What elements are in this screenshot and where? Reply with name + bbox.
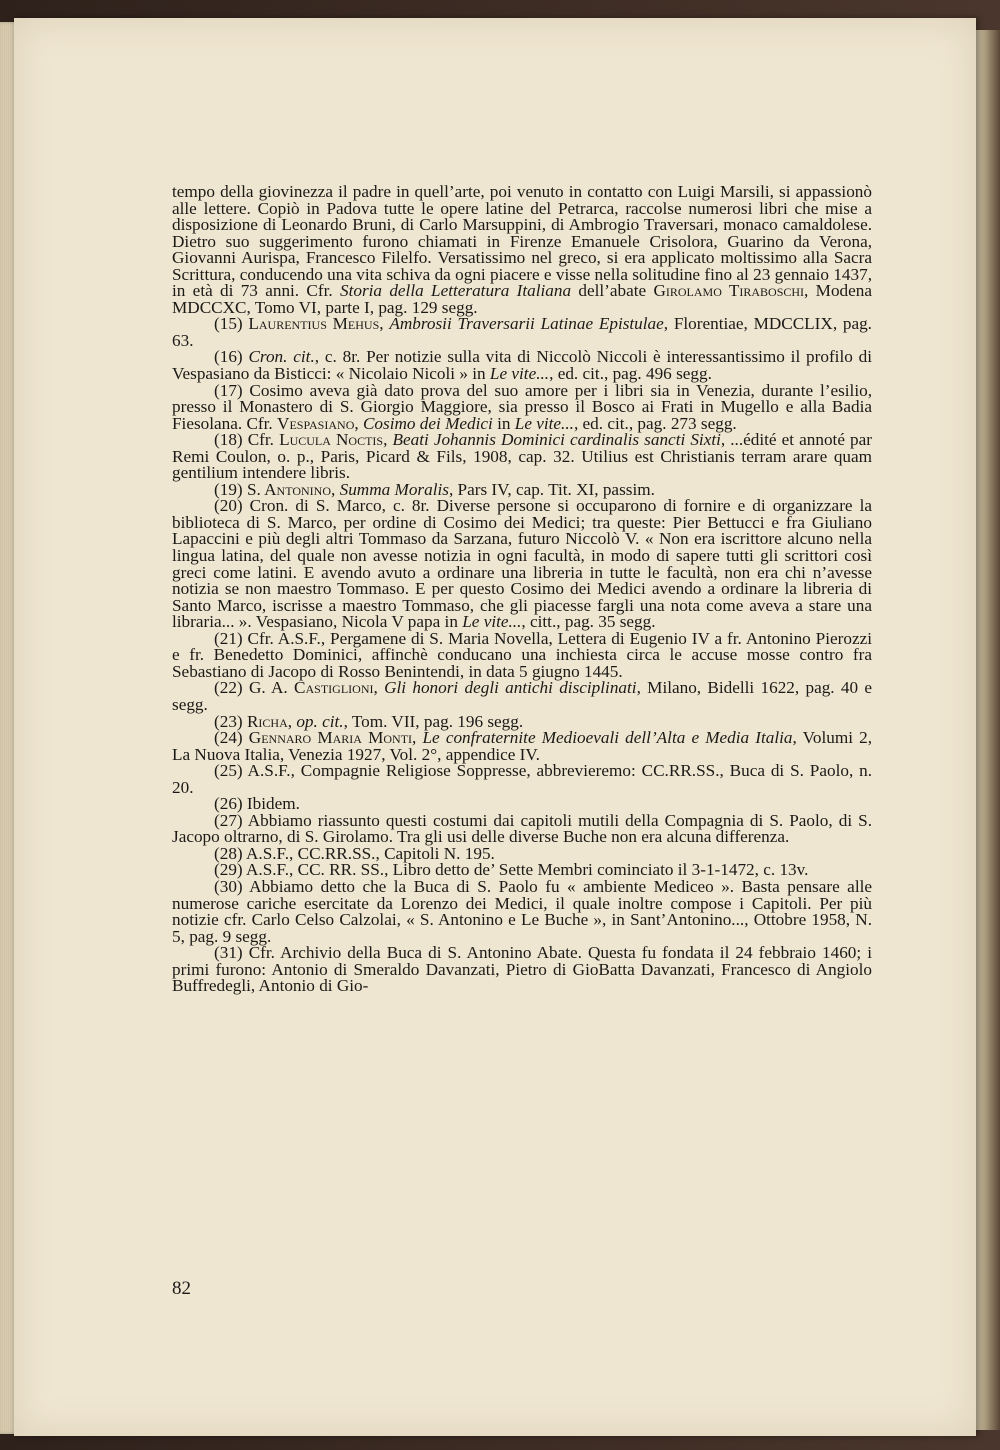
footnote-21: (21) Cfr. A.S.F., Pergamene di S. Maria Novella, Lettera di Eugenio IV a fr. Antonino Pierozzi e fr. Benedetto Dominici, affinchè conducano una inchiesta circa le accuse mosse contro fra Sebastiano di Jacopo di Rosso Benintendi, in data 5 giugno 1445. — [172, 628, 872, 681]
footnote-15: (15) Laurentius Mehus, Ambrosii Traversarii Latinae Epistulae, Florentiae, MDCCLIX, pag. 63. — [172, 314, 872, 350]
footnote-25: (25) A.S.F., Compagnie Religiose Soppresse, abbrevieremo: CC.RR.SS., Buca di S. Paolo, n. 20. — [172, 761, 872, 797]
footnote-16: (16) Cron. cit., c. 8r. Per notizie sulla vita di Niccolò Niccoli è interessantissimo il profilo di Vespasiano da Bisticci: « Nicolaio Nicoli » in Le vite..., ed. cit., pag. 496 segg. — [172, 347, 872, 384]
footnote-31: (31) Cfr. Archivio della Buca di S. Antonino Abate. Questa fu fondata il 24 febbraio 1460; i primi furono: Antonio di Smeraldo Davanzati, Pietro di GioBatta Davanzati, Francesco di Angiolo Buffredegli, Antonio di Gio- — [172, 943, 872, 996]
footnote-28: (28) A.S.F., CC.RR.SS., Capitoli N. 195. — [214, 843, 495, 863]
footnote-27: (27) Abbiamo riassunto questi costumi dai capitoli mutili della Compagnia di S. Paolo, di S. Jacopo oltrarno, di S. Girolamo. Tra gli usi delle diverse Buche non era alcuna differenza. — [172, 810, 872, 847]
page-number: 82 — [172, 1278, 191, 1299]
notes-text — [172, 184, 872, 995]
footnote-29: (29) A.S.F., CC. RR. SS., Libro detto de’ Sette Membri cominciato il 3-1-1472, c. 13v. — [214, 860, 809, 880]
footnote-30: (30) Abbiamo detto che la Buca di S. Paolo fu « ambiente Mediceo ». Basta pensare alle numerose cariche esercitate da Lorenzo dei Medici, il quale inoltre compose i Capitoli. Per più notizie cfr. Carlo Celso Calzolai, « S. Antonino e Le Buche », in Sant’Antonino..., Ottobre 1958, N. 5, pag. 9 segg. — [172, 876, 872, 946]
footnote-24: (24) Gennaro Maria Monti, Le confraternite Medioevali dell’Alta e Media Italia, Volumi 2, La Nuova Italia, Venezia 1927, Vol. 2°, appendice IV. — [172, 728, 873, 764]
binding-edge — [976, 30, 1000, 1430]
footnote-20: (20) Cron. di S. Marco, c. 8r. Diverse persone si occuparono di fornire e di organizzare la biblioteca di S. Marco, per ordine di Cosimo dei Medici; tra queste: Pier Bettucci e fra Giuliano Lapaccini e più degli altri Tommaso da Sarzana, futuro Niccolò V. « Non era iscrittore alcuno nella lingua latina, del quale non avesse notizia in ogni facultà, in modo di sapere tutti gli scrittori così greci come latini. E avendo avuto a ordinare una libreria in tutte le facultà, non era chi n’avesse notizia se non maestro Tommaso. E per questo Cosimo dei Medici avendo a ordinare la libreria di Santo Marco, iscrisse a maestro Tommaso, che gli piacesse fargli una nota come aveva a stare una libraria... ». Vespasiano, Nicola V papa in Le vite..., citt., pag. 35 segg. — [172, 496, 872, 632]
footnote-17: (17) Cosimo aveva già dato prova del suo amore per i libri sia in Venezia, durante l’esilio, presso il Monastero di S. Giorgio Maggiore, sia presso il Bosco ai Frati in Mugello e alla Badia Fiesolana. Cfr. Vespasiano, Cosimo dei Medici in Le vite..., ed. cit., pag. 273 segg. — [172, 380, 872, 433]
footnote-22: (22) G. A. Castiglioni, Gli honori degli antichi disciplinati, Milano, Bidelli 1622, pag. 40 e segg. — [172, 678, 873, 714]
footnote-18: (18) Cfr. Lucula Noctis, Beati Johannis Dominici cardinalis sancti Sixti, ...édité et annoté par Remi Coulon, o. p., Paris, Picard & Fils, 1908, cap. 32. Utilius est Christianis terram arare quam gentilium intendere libris. — [172, 430, 872, 483]
footnote-19: (19) S. Antonino, Summa Moralis, Pars IV, cap. Tit. XI, passim. — [214, 479, 655, 499]
intro-paragraph: tempo della giovinezza il padre in quell’arte, poi venuto in contatto con Luigi Marsili, si appassionò alle lettere. Copiò in Padova tutte le opere latine del Petrarca, raccolse numerosi libri che mise a disposizione di Leonardo Bruni, di Carlo Marsuppini, di Ambrogio Traversari, monaco camaldolese. Dietro suo suggerimento furono chiamati in Firenze Emanuele Crisolora, Guarino da Verona, Giovanni Aurispa, Francesco Filelfo. Versatissimo nel greco, si era applicato moltissimo alla Sacra Scrittura, conducendo una vita schiva da ogni piacere e visse nella solitudine fino al 23 gennaio 1437, in età di 73 anni. Cfr. Storia della Letteratura Italiana dell’abate Girolamo Tiraboschi, Modena MDCCXC, Tomo VI, parte I, pag. 129 segg. — [172, 182, 872, 317]
footnote-23: (23) Richa, op. cit., Tom. VII, pag. 196 segg. — [214, 711, 524, 731]
footnote-26: (26) Ibidem. — [214, 794, 300, 814]
